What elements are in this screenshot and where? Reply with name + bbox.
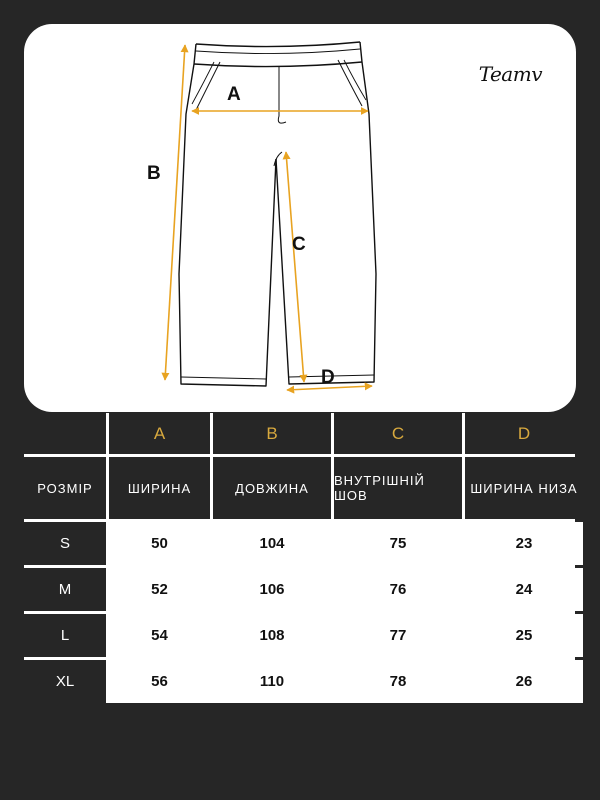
value-cell: 110 bbox=[213, 660, 331, 703]
value-cell: 50 bbox=[109, 522, 210, 565]
header-letter-b: B bbox=[213, 413, 331, 454]
label-a: A bbox=[227, 84, 241, 105]
label-c: C bbox=[292, 234, 306, 255]
header-length: ДОВЖИНА bbox=[213, 457, 331, 519]
pants-outline bbox=[179, 42, 376, 386]
header-letter-d: D bbox=[465, 413, 583, 454]
arrow-c bbox=[286, 152, 304, 382]
size-cell: XL bbox=[24, 660, 106, 703]
value-cell: 26 bbox=[465, 660, 583, 703]
value-cell: 75 bbox=[334, 522, 462, 565]
size-table bbox=[24, 413, 578, 703]
header-size: РОЗМІР bbox=[24, 457, 106, 519]
value-cell: 24 bbox=[465, 568, 583, 611]
size-cell: L bbox=[24, 614, 106, 657]
header-letter-a: A bbox=[109, 413, 210, 454]
diagram-card bbox=[24, 24, 576, 412]
value-cell: 23 bbox=[465, 522, 583, 565]
value-cell: 78 bbox=[334, 660, 462, 703]
header-blank-cell bbox=[24, 413, 106, 454]
label-d: D bbox=[321, 367, 335, 388]
value-cell: 25 bbox=[465, 614, 583, 657]
value-cell: 76 bbox=[334, 568, 462, 611]
size-cell: S bbox=[24, 522, 106, 565]
value-cell: 54 bbox=[109, 614, 210, 657]
value-cell: 77 bbox=[334, 614, 462, 657]
label-b: B bbox=[147, 163, 161, 184]
value-cell: 52 bbox=[109, 568, 210, 611]
header-hem-width: ШИРИНА НИЗА bbox=[465, 457, 583, 519]
size-cell: M bbox=[24, 568, 106, 611]
value-cell: 56 bbox=[109, 660, 210, 703]
header-letter-c: C bbox=[334, 413, 462, 454]
header-inseam: ВНУТРІШНІЙ ШОВ bbox=[334, 457, 462, 519]
value-cell: 104 bbox=[213, 522, 331, 565]
value-cell: 106 bbox=[213, 568, 331, 611]
value-cell: 108 bbox=[213, 614, 331, 657]
brand-logo: Teamv bbox=[478, 62, 542, 86]
header-width: ШИРИНА bbox=[109, 457, 210, 519]
